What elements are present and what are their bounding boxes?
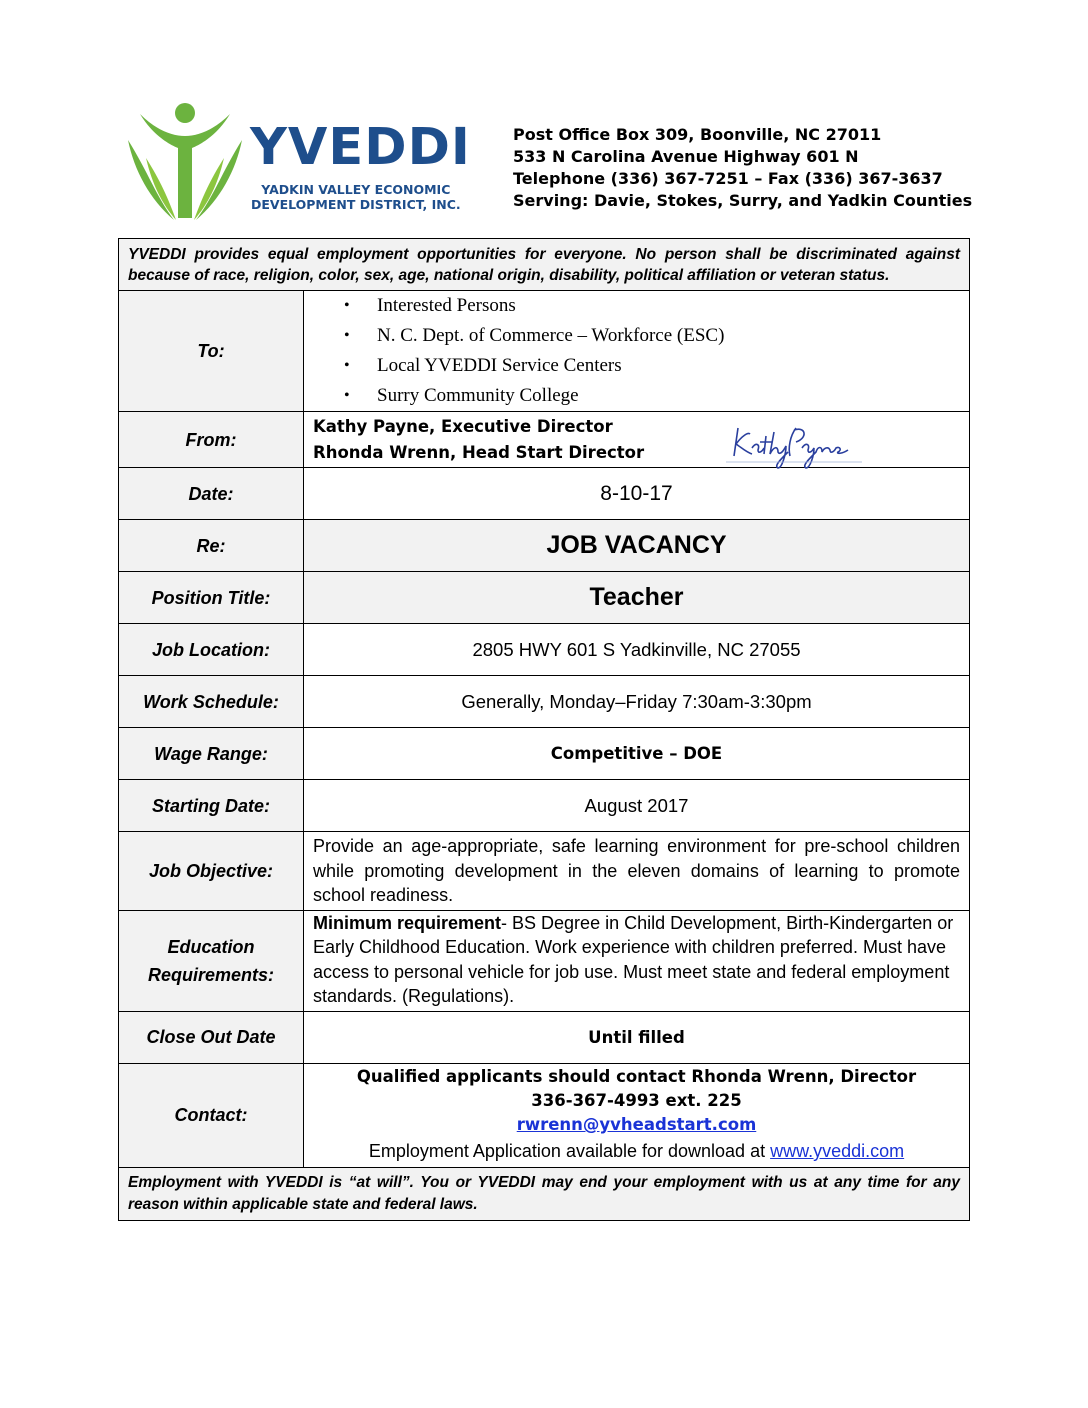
- date-value: 8-10-17: [304, 468, 970, 520]
- education-row: [119, 910, 970, 1011]
- equal-opportunity-notice: YVEDDI provides equal employment opportunities for everyone. No person shall be discriminated against because of race, religion, color, sex, age, national origin, disability, political affiliation or veteran status.: [119, 239, 970, 291]
- logo-subtitle: [251, 182, 461, 212]
- wage-range-value: Competitive – DOE: [304, 728, 970, 780]
- contact-label: Contact:: [119, 1063, 304, 1167]
- education-value: [304, 910, 970, 1011]
- position-title-row: [119, 572, 970, 624]
- yveddi-logo: [126, 100, 471, 222]
- date-row: [119, 468, 970, 520]
- education-label-line1: Education: [167, 936, 255, 957]
- to-value: [304, 291, 970, 412]
- education-label-line2: Requirements:: [147, 964, 275, 985]
- signature-icon: [724, 422, 864, 470]
- contact-phone: 336-367-4993 ext. 225: [531, 1091, 742, 1110]
- work-schedule-row: [119, 676, 970, 728]
- job-location-label: Job Location:: [119, 624, 304, 676]
- job-location-value: 2805 HWY 601 S Yadkinville, NC 27055: [304, 624, 970, 676]
- position-title-label: Position Title:: [119, 572, 304, 624]
- from-value: [304, 412, 970, 468]
- at-will-footer: Employment with YVEDDI is “at will”. You or YVEDDI may end your employment with us at any time for any reason within applicable state and federal laws.: [119, 1167, 970, 1220]
- logo-name: YVEDDI: [250, 118, 471, 177]
- contact-email-line: [304, 1113, 969, 1137]
- from-line2: Rhonda Wrenn, Head Start Director: [313, 442, 645, 462]
- job-objective-row: [119, 832, 970, 911]
- date-label: Date:: [119, 468, 304, 520]
- logo-subtitle-line2: DEVELOPMENT DISTRICT, INC.: [251, 197, 461, 212]
- contact-line1: Qualified applicants should contact Rhonda Wrenn, Director: [356, 1067, 917, 1086]
- contact-email-link[interactable]: rwrenn@yvheadstart.com: [516, 1115, 757, 1134]
- address-line: Post Office Box 309, Boonville, NC 27011: [513, 125, 882, 144]
- header-address: [513, 124, 972, 212]
- from-row: [119, 412, 970, 468]
- application-text: Employment Application available for download at: [368, 1141, 771, 1161]
- education-text: - BS Degree in Child Development, Birth-Kindergarten or Early Childhood Education. Work experience with children preferred. Must have access to personal vehicle for job use. Must meet state and federal employment standards. (Regulations).: [313, 912, 954, 1006]
- to-row: [119, 291, 970, 412]
- starting-date-row: [119, 780, 970, 832]
- wage-range-label: Wage Range:: [119, 728, 304, 780]
- starting-date-value: August 2017: [304, 780, 970, 832]
- logo-figure-icon: [126, 100, 246, 222]
- notice-row: [119, 239, 970, 291]
- to-label: To:: [119, 291, 304, 412]
- address-line: 533 N Carolina Avenue Highway 601 N: [513, 147, 859, 166]
- position-title-value: Teacher: [304, 572, 970, 624]
- job-vacancy-table: [118, 238, 970, 1221]
- work-schedule-value: Generally, Monday–Friday 7:30am-3:30pm: [304, 676, 970, 728]
- list-item: • Surry Community College: [344, 381, 969, 411]
- close-out-value: Until filled: [304, 1011, 970, 1063]
- close-out-row: [119, 1011, 970, 1063]
- footer-row: [119, 1167, 970, 1220]
- list-item: • Interested Persons: [344, 291, 969, 321]
- job-location-row: [119, 624, 970, 676]
- address-line: Serving: Davie, Stokes, Surry, and Yadkin Counties: [513, 191, 973, 210]
- from-label: From:: [119, 412, 304, 468]
- contact-value: [304, 1063, 970, 1167]
- re-value: JOB VACANCY: [304, 520, 970, 572]
- list-item: • N. C. Dept. of Commerce – Workforce (ESC): [344, 321, 969, 351]
- address-line: Telephone (336) 367-7251 – Fax (336) 367-3637: [513, 169, 943, 188]
- re-row: [119, 520, 970, 572]
- wage-range-row: [119, 728, 970, 780]
- website-link[interactable]: www.yveddi.com: [770, 1141, 905, 1161]
- job-objective-value: Provide an age-appropriate, safe learning environment for pre-school children while promoting development in the eleven domains of learning to promote school readiness.: [304, 832, 970, 911]
- to-list: [304, 291, 969, 411]
- from-line1: Kathy Payne, Executive Director: [313, 416, 613, 436]
- contact-application-line: [304, 1137, 969, 1165]
- close-out-label: Close Out Date: [119, 1011, 304, 1063]
- list-item: • Local YVEDDI Service Centers: [344, 351, 969, 381]
- education-label: [119, 910, 304, 1011]
- starting-date-label: Starting Date:: [119, 780, 304, 832]
- re-label: Re:: [119, 520, 304, 572]
- contact-row: [119, 1063, 970, 1167]
- logo-subtitle-line1: YADKIN VALLEY ECONOMIC: [261, 182, 451, 197]
- job-objective-label: Job Objective:: [119, 832, 304, 911]
- work-schedule-label: Work Schedule:: [119, 676, 304, 728]
- education-bold-prefix: Minimum requirement: [313, 912, 502, 933]
